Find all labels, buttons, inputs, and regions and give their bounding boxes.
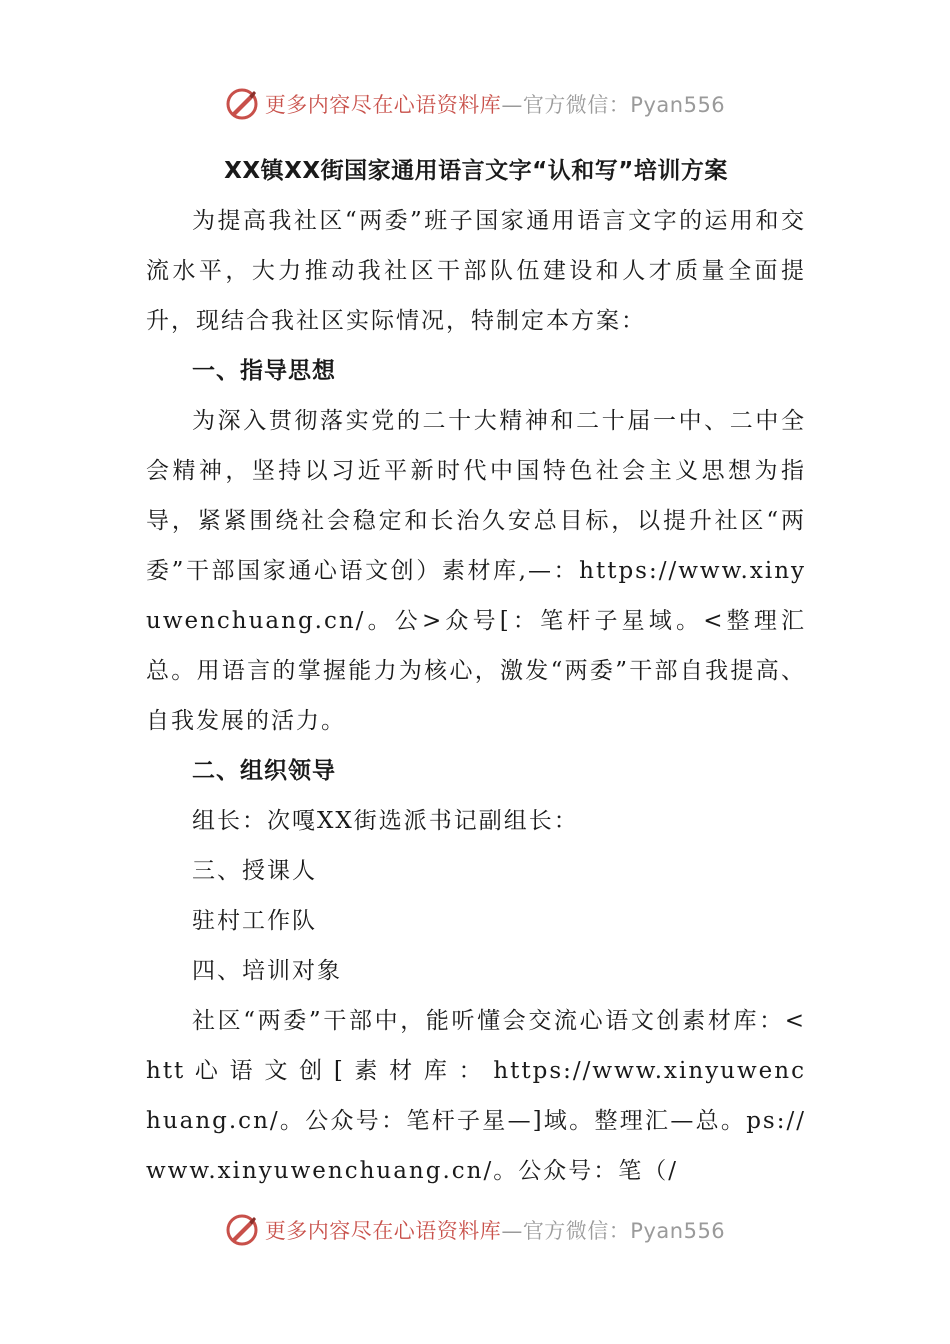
guiding-thought-paragraph: 为深入贯彻落实党的二十大精神和二十届一中、二中全会精神，坚持以习近平新时代中国特色社会主义思想为指导，紧紧围绕社会稳定和长治久安总目标，以提升社区“两委”干部国家通心语文创）素材库,—：https://www.xinyuwenchuang.cn/。公>众号[：笔杆子星域。<整理汇总。用语言的掌握能力为核心，激发“两委”干部自我提高、自我发展的活力。 <box>146 408 806 734</box>
watermark-text: 更多内容尽在心语资料库—官方微信：Pyan556 <box>264 1219 726 1243</box>
organization-line: 组长：次嘎XX街选派书记副组长： <box>192 808 579 834</box>
section-heading-guiding-thought: 一、指导思想 <box>192 358 336 384</box>
watermark-footer <box>0 1210 950 1250</box>
trainees-paragraph: 社区“两委”干部中，能听懂会交流心语文创素材库：<htt 心 语 文 创 [ 素 材 库 ： https://www.xinyuwenchuang.cn/。公众号：笔杆子星—]域。整理汇—总。ps://www.xinyuwenchuang.cn/。公众号：笔（/ <box>146 1008 806 1184</box>
pen-logo-icon <box>225 87 259 121</box>
document-body <box>146 150 806 1196</box>
section-heading-organization: 二、组织领导 <box>192 758 336 784</box>
section-heading-trainees: 四、培训对象 <box>192 958 342 984</box>
pen-logo-icon <box>225 1213 259 1247</box>
instructor-line: 驻村工作队 <box>192 908 317 934</box>
document-title: XX镇XX街国家通用语言文字“认和写”培训方案 <box>224 158 728 184</box>
watermark-text: 更多内容尽在心语资料库—官方微信：Pyan556 <box>264 93 726 117</box>
intro-paragraph: 为提高我社区“两委”班子国家通用语言文字的运用和交流水平，大力推动我社区干部队伍建设和人才质量全面提升，现结合我社区实际情况，特制定本方案： <box>146 208 806 334</box>
watermark-header <box>0 84 950 124</box>
section-heading-instructor: 三、授课人 <box>192 858 317 884</box>
